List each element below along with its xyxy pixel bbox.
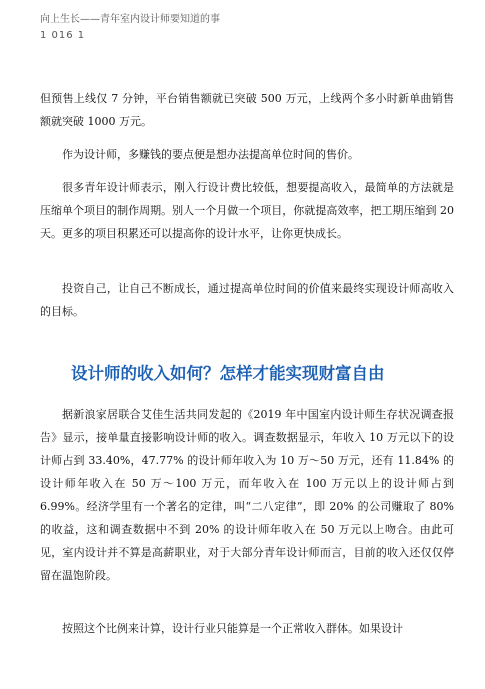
section-heading: 设计师的收入如何？怎样才能实现财富自由 [71, 364, 385, 383]
paragraph: 据新浪家居联合艾佳生活共同发起的《2019 年中国室内设计师生存状况调查报告》显示，接单量直接影响设计师的收入。调查数据显示，年收入 10 万元以下的设计师占到 33.40%，47.77% 的设计师年收入为 10 万～50 万元，还有 11.84% 的设计师年收入在 50 万～100 万元，而年收入在 100 万元以上的设计师占到 6.99%。经济学里有一个著名的定律，叫“二八定律”，即 20% 的公司赚取了 80% 的收益，这和调查数据中不到 20% 的设计师年收入在 50 万元以上吻合。由此可见，室内设计并不算是高薪职业，对于大部分青年设计师而言，目前的收入还仅仅停留在温饱阶段。 [40, 408, 454, 582]
paragraph-continued: 但预售上线仅 7 分钟，平台销售额就已突破 500 万元，上线两个多小时新单曲销售额就突破 1000 万元。 [40, 92, 454, 128]
paragraph: 按照这个比例来计算，设计行业只能算是一个正常收入群体。如果设计 [62, 622, 403, 635]
paragraph: 作为设计师，多赚钱的要点便是想办法提高单位时间的售价。 [62, 148, 359, 161]
paragraph: 很多青年设计师表示，刚入行设计费比较低，想要提高收入，最简单的方法就是压缩单个项目的制作周期。别人一个月做一个项目，你就提高效率，把工期压缩到 20 天。更多的项目积累还可以提高你的设计水平，让你更快成长。 [40, 181, 454, 240]
header-title: 向上生长——青年室内设计师要知道的事 [40, 14, 220, 25]
running-header [40, 14, 220, 42]
page-number: 1 016 1 [40, 30, 86, 41]
paragraph: 投资自己，让自己不断成长，通过提高单位时间的价值来最终实现设计师高收入的目标。 [40, 282, 454, 318]
